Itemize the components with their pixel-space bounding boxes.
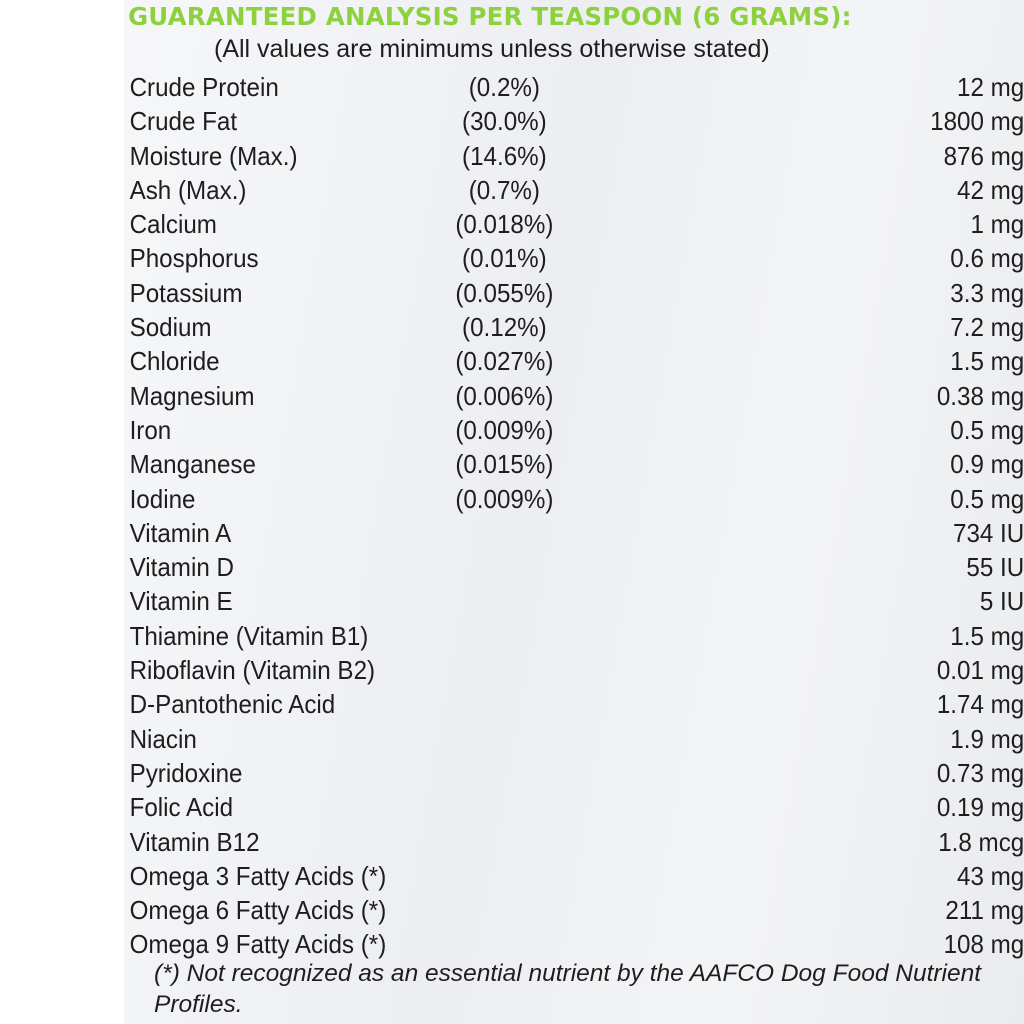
nutrient-row [124,70,1024,104]
nutrient-row [124,790,1024,824]
nutrient-amount: 0.6 mg [950,243,1024,274]
nutrient-name: Vitamin B12 [129,826,260,857]
nutrient-name: Crude Fat [129,106,238,137]
nutrient-amount: 0.38 mg [936,380,1024,411]
nutrient-percent: (0.2%) [468,72,540,102]
nutrient-amount: 1.8 mcg [938,826,1024,857]
nutrient-amount: 5 IU [979,586,1024,617]
nutrient-name: Chloride [129,346,220,377]
nutrient-percent: (0.7%) [468,174,540,205]
nutrient-row [124,276,1024,310]
nutrient-name: Crude Protein [129,72,279,102]
nutrient-percent: (14.6%) [462,140,547,171]
nutrient-amount: 12 mg [957,72,1024,102]
nutrient-percent: (0.12%) [462,312,547,343]
nutrient-amount: 0.19 mg [936,792,1024,823]
nutrient-name: Omega 3 Fatty Acids (*) [129,860,387,891]
nutrient-row [124,207,1024,241]
nutrient-percent: (0.018%) [455,209,554,240]
nutrient-name: Thiamine (Vitamin B1) [129,620,369,651]
nutrient-amount: 42 mg [957,174,1024,205]
nutrient-amount: 0.5 mg [950,414,1024,445]
nutrient-name: Iodine [129,483,196,514]
nutrient-amount: 0.01 mg [936,655,1024,686]
nutrient-percent: (0.015%) [455,449,554,480]
nutrient-row [124,653,1024,687]
nutrient-name: Potassium [129,277,243,308]
nutrient-amount: 43 mg [957,860,1024,891]
nutrient-row [124,584,1024,618]
nutrient-name: Niacin [129,723,197,754]
nutrient-amount: 734 IU [952,517,1024,548]
nutrient-row [124,756,1024,790]
nutrient-name: Omega 9 Fatty Acids (*) [129,929,387,960]
nutrient-name: Sodium [129,312,212,343]
nutrient-row [124,859,1024,893]
nutrient-amount: 0.5 mg [950,483,1024,514]
nutrient-amount: 1.74 mg [936,689,1024,720]
nutrient-percent: (0.01%) [462,243,547,274]
nutrient-row [124,104,1024,138]
nutrient-row [124,241,1024,275]
nutrient-name: Vitamin A [129,517,232,548]
nutrient-name: Riboflavin (Vitamin B2) [129,655,376,686]
nutrient-name: Ash (Max.) [129,174,247,205]
nutrient-amount: 876 mg [943,140,1024,171]
nutrient-row [124,619,1024,653]
nutrient-row [124,516,1024,550]
nutrient-row [124,893,1024,927]
nutrient-amount: 1.9 mg [950,723,1024,754]
nutrient-name: Moisture (Max.) [129,140,298,171]
nutrient-name: Magnesium [129,380,255,411]
nutrient-row [124,825,1024,859]
nutrient-name: Vitamin E [129,586,233,617]
nutrient-amount: 108 mg [943,929,1024,960]
analysis-title: GUARANTEED ANALYSIS PER TEASPOON (6 GRAMS): [128,2,852,31]
nutrient-row [124,722,1024,756]
nutrient-amount: 55 IU [966,552,1024,583]
nutrient-name: Iron [129,414,172,445]
nutrient-amount: 1 mg [970,209,1024,240]
nutrient-row [124,310,1024,344]
nutrient-name: D-Pantothenic Acid [129,689,336,720]
nutrient-row [124,550,1024,584]
nutrient-name: Folic Acid [129,792,234,823]
nutrient-percent: (0.055%) [455,277,554,308]
nutrient-amount: 0.9 mg [950,449,1024,480]
nutrient-amount: 1.5 mg [950,620,1024,651]
nutrient-row [124,687,1024,721]
nutrient-percent: (0.009%) [455,414,554,445]
nutrient-amount: 1.5 mg [950,346,1024,377]
nutrient-percent: (30.0%) [462,106,547,137]
nutrient-row [124,173,1024,207]
nutrient-row [124,413,1024,447]
nutrient-name: Omega 6 Fatty Acids (*) [129,895,387,926]
analysis-subtitle: (All values are minimums unless otherwise stated) [214,35,770,63]
nutrient-name: Manganese [129,449,256,480]
footnote: (*) Not recognized as an essential nutrient by the AAFCO Dog Food Nutrient Profiles. [154,960,982,1018]
nutrient-row [124,482,1024,516]
nutrient-name: Pyridoxine [129,757,243,788]
nutrient-amount: 0.73 mg [936,757,1024,788]
nutrient-row [124,447,1024,481]
nutrient-amount: 3.3 mg [950,277,1024,308]
nutrient-percent: (0.006%) [455,380,554,411]
nutrient-row [124,379,1024,413]
nutrient-percent: (0.027%) [455,346,554,377]
nutrient-percent: (0.009%) [455,483,554,514]
nutrient-name: Vitamin D [129,552,234,583]
nutrient-amount: 211 mg [945,895,1024,926]
nutrient-row [124,139,1024,173]
nutrient-row [124,344,1024,378]
nutrient-name: Calcium [129,209,217,240]
nutrient-amount: 1800 mg [930,106,1024,137]
nutrient-amount: 7.2 mg [950,312,1024,343]
nutrient-row [124,927,1024,961]
label-panel [124,0,1024,1024]
nutrient-name: Phosphorus [129,243,259,274]
nutrient-list [124,70,1024,962]
